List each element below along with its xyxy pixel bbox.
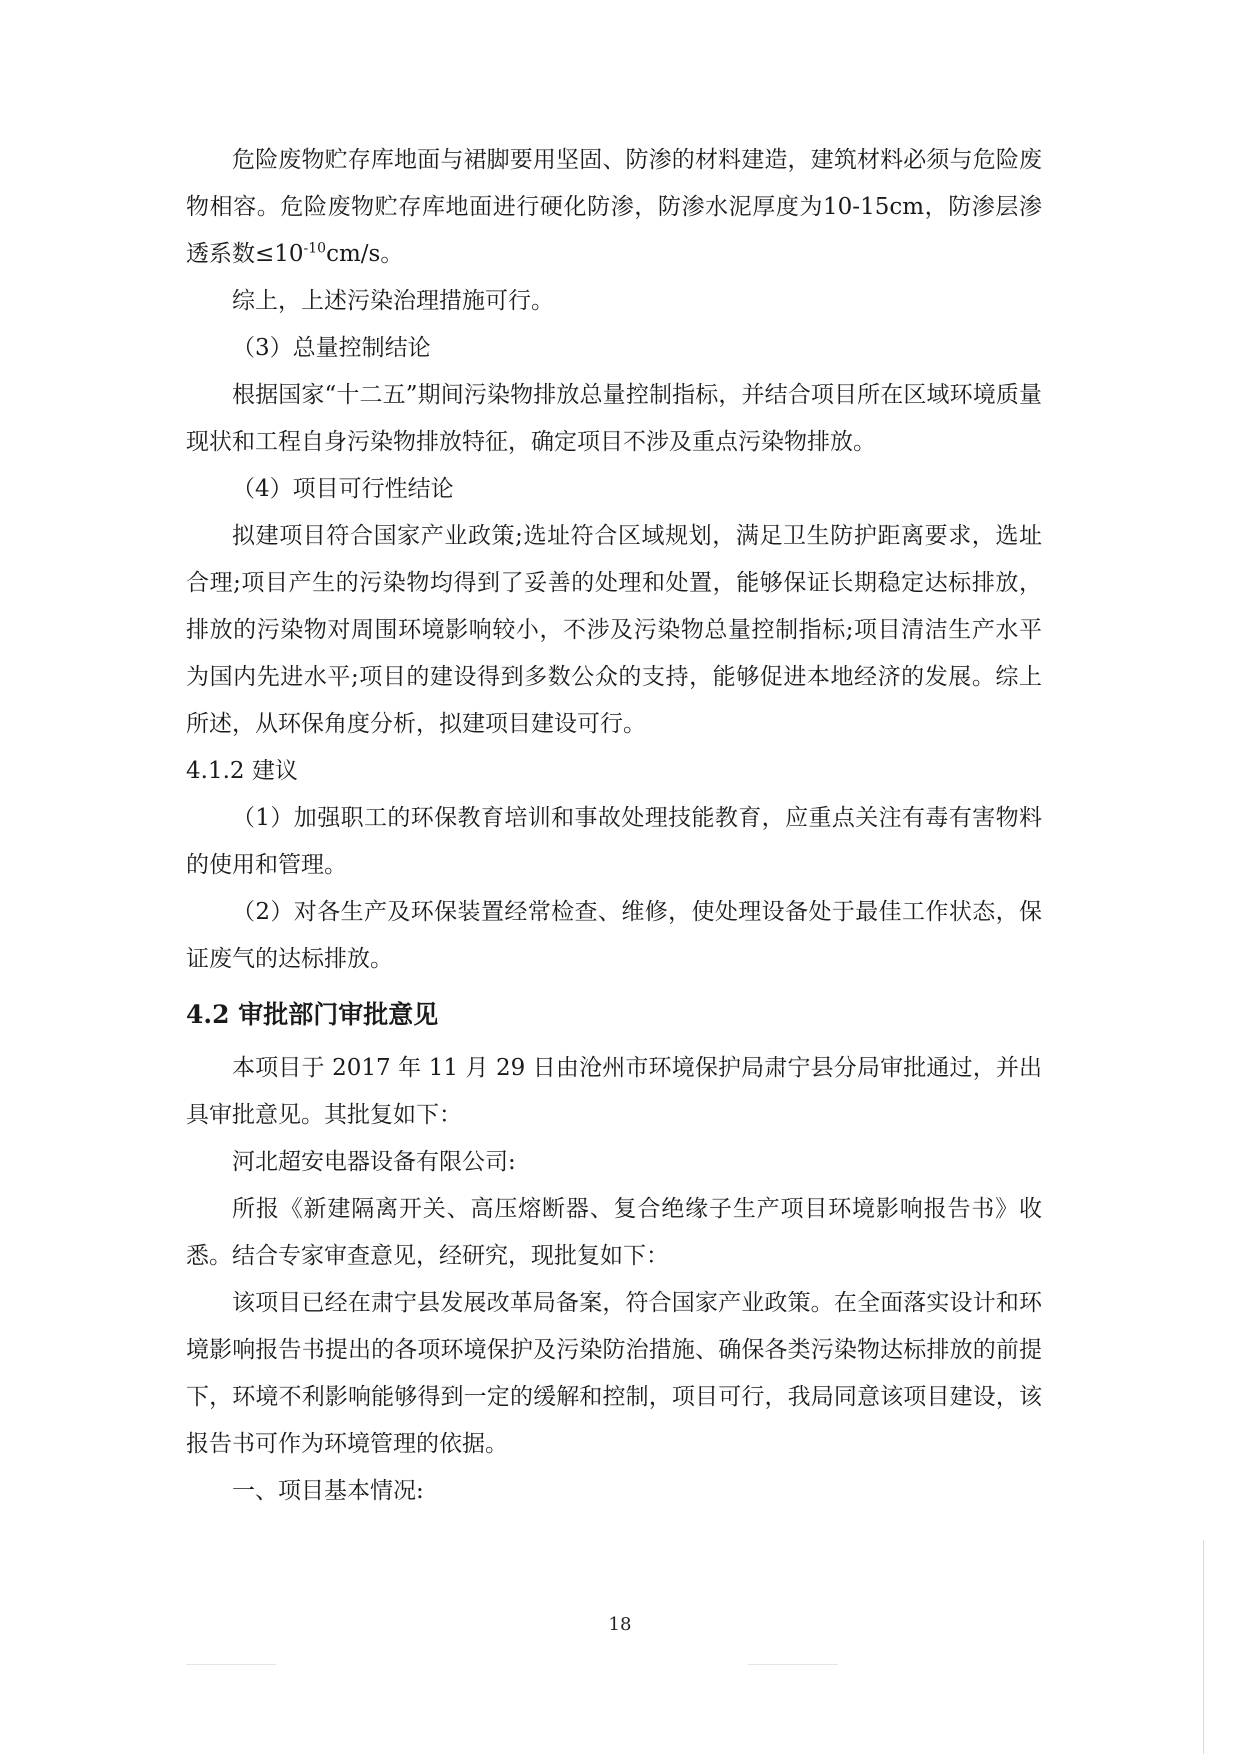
paragraph-hazardous-waste-storage: [186, 137, 1042, 278]
paragraph-summary-feasible: 综上，上述污染治理措施可行。: [232, 288, 554, 314]
section-heading-4-1-2: 4.1.2 建议: [186, 758, 298, 784]
paragraph-total-control: 根据国家“十二五”期间污染物排放总量控制指标，并结合项目所在区域环境质量现状和工程自身污染物排放特征，确定项目不涉及重点污染物排放。: [186, 382, 1042, 455]
subheading-feasibility-conclusion: （4）项目可行性结论: [232, 476, 454, 502]
exponent-superscript: -10: [303, 240, 327, 257]
paragraph-suggestion-1: （1）加强职工的环保教育培训和事故处理技能教育，应重点关注有毒有害物料的使用和管理。: [186, 805, 1042, 878]
paragraph-approval-body: 该项目已经在肃宁县发展改革局备案，符合国家产业政策。在全面落实设计和环境影响报告书提出的各项环境保护及污染防治措施、确保各类污染物达标排放的前提下，环境不利影响能够得到一定的缓解和控制，项目可行，我局同意该项目建设，该报告书可作为环境管理的依据。: [186, 1290, 1042, 1457]
paragraph-approval-date: 本项目于 2017 年 11 月 29 日由沧州市环境保护局肃宁县分局审批通过，并出具审批意见。其批复如下：: [186, 1055, 1042, 1128]
paragraph-feasibility: 拟建项目符合国家产业政策;选址符合区域规划，满足卫生防护距离要求，选址合理;项目产生的污染物均得到了妥善的处理和处置，能够保证长期稳定达标排放，排放的污染物对周围环境影响较小，不涉及污染物总量控制指标;项目清洁生产水平为国内先进水平;项目的建设得到多数公众的支持，能够促进本地经济的发展。综上所述，从环保角度分析，拟建项目建设可行。: [186, 523, 1042, 737]
page-number: 18: [608, 1614, 632, 1635]
subheading-total-control-conclusion: （3）总量控制结论: [232, 335, 431, 361]
paragraph-company-address: 河北超安电器设备有限公司:: [232, 1149, 516, 1175]
section-heading-4-2: 4.2 审批部门审批意见: [186, 1000, 439, 1029]
paragraph-suggestion-2: （2）对各生产及环保装置经常检查、维修，使处理设备处于最佳工作状态，保证废气的达标排放。: [186, 899, 1042, 972]
scan-artifact-line: [748, 1664, 838, 1665]
scan-edge-line: [1203, 1540, 1204, 1754]
scan-artifact-line: [186, 1664, 276, 1665]
paragraph-text: 危险废物贮存库地面与裙脚要用坚固、防渗的材料建造，建筑材料必须与危险废物相容。危险废物贮存库地面进行硬化防渗，防渗水泥厚度为10-15cm，防渗层渗透系数≤10: [186, 147, 1042, 267]
paragraph-project-basic-info: 一、项目基本情况:: [232, 1478, 424, 1504]
page-content: [186, 137, 1042, 1515]
paragraph-report-received: 所报《新建隔离开关、高压熔断器、复合绝缘子生产项目环境影响报告书》收悉。结合专家审查意见，经研究，现批复如下：: [186, 1196, 1042, 1269]
unit-text: cm/s。: [326, 241, 404, 267]
